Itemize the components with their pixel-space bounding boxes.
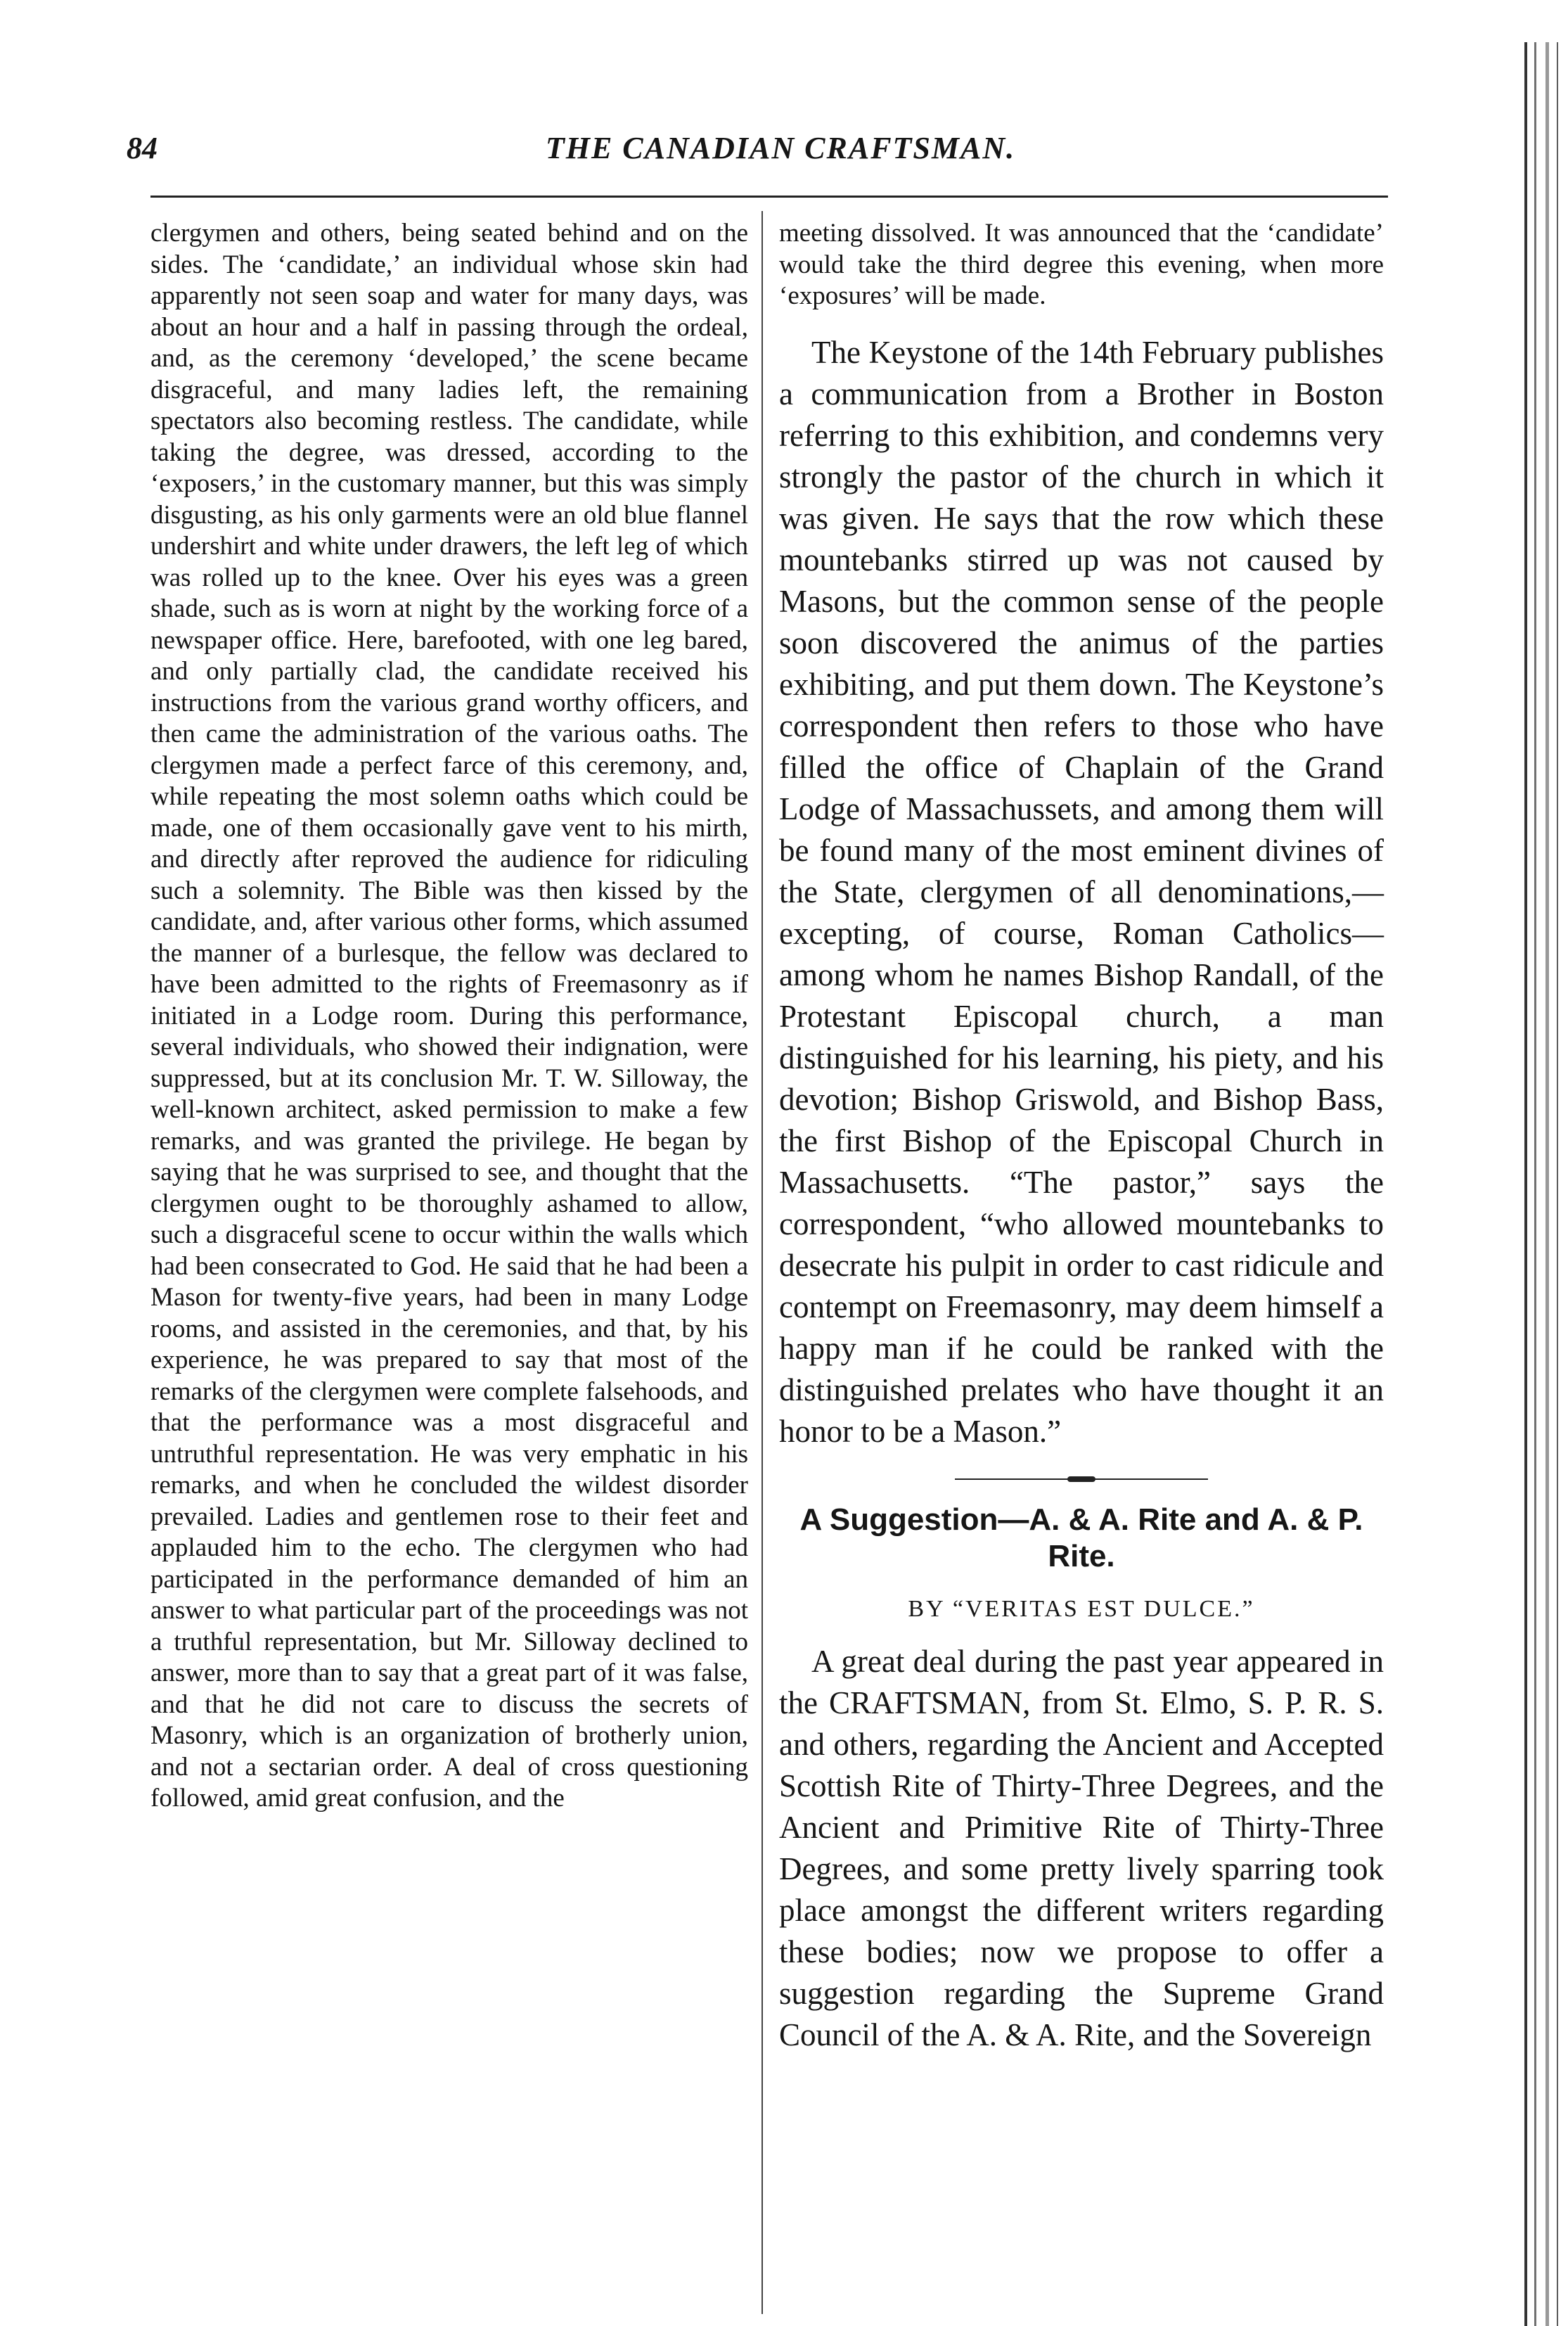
section-ornament-rule — [955, 1476, 1208, 1482]
header-rule — [150, 196, 1388, 198]
byline: BY “VERITAS EST DULCE.” — [908, 1595, 1255, 1622]
running-title: THE CANADIAN CRAFTSMAN. — [545, 131, 1016, 165]
scan-edge-bleed — [1519, 42, 1568, 2326]
scan-streak — [1534, 42, 1536, 2326]
continuation-paragraph: meeting dissolved. It was announced that the ‘candidate’ would take the third degree this evening, when more ‘exposures’ will be made. — [779, 219, 1384, 310]
column-divider — [761, 211, 763, 2314]
left-column-paragraph: clergymen and others, being seated behind and on the sides. The ‘candidate,’ an individual whose skin had apparently not seen soap and water for many days, was about an hour and a half in passing through the ordeal, and, as the ceremony ‘developed,’ the scene became disgraceful, and many ladies left, the remaining spectators also becoming restless. The candidate, while taking the degree, was dressed, according to the ‘exposers,’ in the customary manner, but this was simply disgusting, as his only garments were an old blue flannel undershirt and white under drawers, the left leg of which was rolled up to the knee. Over his eyes was a green shade, such as is worn at night by the working force of a newspaper office. Here, barefooted, with one leg bared, and only partially clad, the candidate received his instructions from the various grand worthy officers, and then came the administration of the various oaths. The clergymen made a perfect farce of this ceremony, and, while repeating the most solemn oaths which could be made, one of them occasionally gave vent to his mirth, and directly after reproved the audience for ridiculing such a solemnity. The Bible was then kissed by the candidate, and, after various other forms, which assumed the manner of a burlesque, the fellow was declared to have been admitted to the rights of Freemasonry as if initiated in a Lodge room. During this performance, several individuals, who showed their indignation, were suppressed, but at its conclusion Mr. T. W. Silloway, the well-known architect, asked permission to make a few remarks, and was granted the privilege. He began by saying that he was surprised to see, and thought that the clergymen ought to be thoroughly ashamed to allow, such a disgraceful scene to occur within the walls which had been consecrated to God. He said that he had been a Mason for twenty-five years, had been in many Lodge rooms, and assisted in the ceremonies, and that, by his experience, he was prepared to say that most of the remarks of the clergymen were complete falsehoods, and that the performance was a most disgraceful and untruthful representation. He was very emphatic in his remarks, and when he concluded the wildest disorder prevailed. Ladies and gentlemen rose to their feet and applauded him to the echo. The clergymen who had participated in the performance demanded of him an answer to what particular part of the proceedings was not a truthful representation, but Mr. Silloway declined to answer, more than to say that a great part of it was false, and that he did not care to discuss the secrets of Masonry, which is an organization of brotherly union, and not a sectarian order. A deal of cross questioning followed, amid great confusion, and the — [150, 219, 748, 1813]
scan-streak — [1524, 42, 1527, 2326]
ornament-dot — [1067, 1476, 1095, 1482]
scan-streak — [1557, 42, 1558, 2326]
right-column — [779, 218, 1384, 2056]
left-column — [150, 218, 748, 1815]
section-heading: A Suggestion—A. & A. Rite and A. & P. Rite. — [799, 1502, 1363, 1573]
page-number: 84 — [127, 131, 158, 165]
scan-streak — [1545, 42, 1549, 2326]
suggestion-paragraph: A great deal during the past year appeared in the CRAFTSMAN, from St. Elmo, S. P. R. S. and others, regarding the Ancient and Accepted Scottish Rite of Thirty-Three Degrees, and the Ancient and Primitive Rite of Thirty-Three Degrees, and some pretty lively sparring took place amongst the different writers regarding these bodies; now we propose to offer a suggestion regarding the Supreme Grand Council of the A. & A. Rite, and the Sovereign — [779, 1643, 1384, 2052]
keystone-paragraph: The Keystone of the 14th February publishes a communication from a Brother in Boston referring to this exhibition, and condemns very strongly the pastor of the church in which it was given. He says that the row which these mountebanks stirred up was not caused by Masons, but the common sense of the people soon discovered the animus of the parties exhibiting, and put them down. The Keystone’s correspondent then refers to those who have filled the office of Chaplain of the Grand Lodge of Massachussets, and among them will be found many of the most eminent divines of the State, clergymen of all denominations,—excepting, of course, Roman Catholics—among whom he names Bishop Randall, of the Protestant Episcopal church, a man distinguished for his learning, his piety, and his devotion; Bishop Griswold, and Bishop Bass, the first Bishop of the Episcopal Church in Massachusetts. “The pastor,” says the correspondent, “who allowed mountebanks to desecrate his pulpit in order to cast ridicule and contempt on Freemasonry, may deem himself a happy man if he could be ranked with the distinguished prelates who have thought it an honor to be a Mason.” — [779, 334, 1384, 1449]
